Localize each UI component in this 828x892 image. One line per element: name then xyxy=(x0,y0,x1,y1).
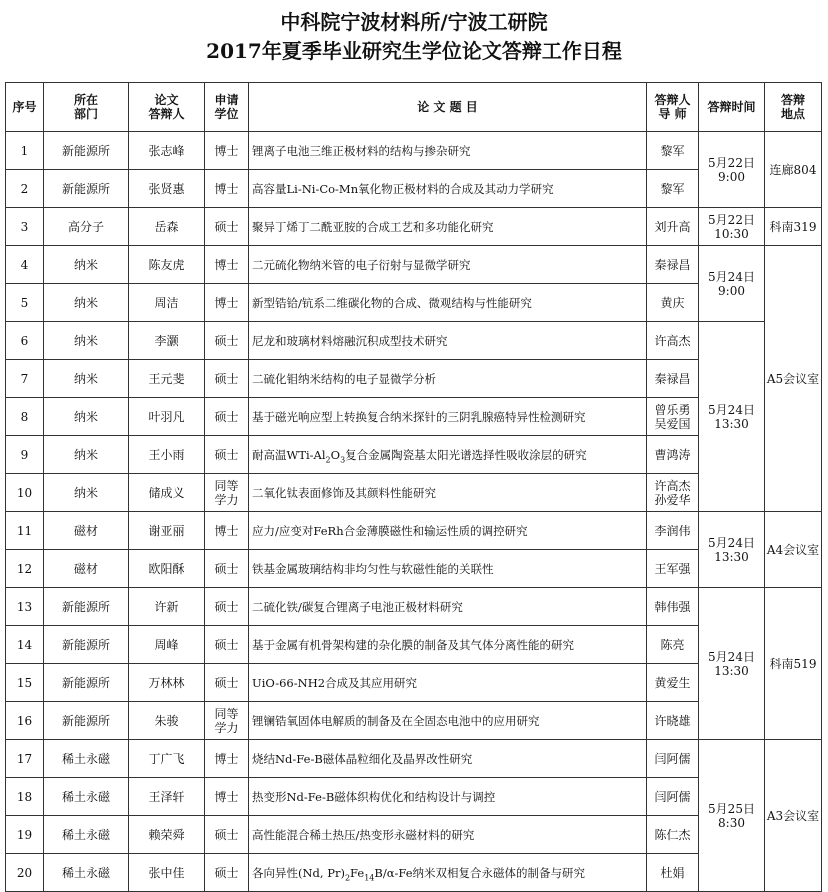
cell-degree: 博士 xyxy=(205,740,249,778)
cell-topic: 高性能混合稀土热压/热变形永磁材料的研究 xyxy=(249,816,647,854)
cell-student: 万林林 xyxy=(129,664,205,702)
cell-no: 17 xyxy=(6,740,44,778)
cell-no: 1 xyxy=(6,132,44,170)
cell-time: 5月24日 13:30 xyxy=(699,512,765,588)
cell-topic: 新型锆铪/钪系二维碳化物的合成、微观结构与性能研究 xyxy=(249,284,647,322)
defense-schedule-table xyxy=(5,82,822,892)
cell-dept: 纳米 xyxy=(44,322,129,360)
cell-topic: 热变形Nd-Fe-B磁体织构优化和结构设计与调控 xyxy=(249,778,647,816)
table-row xyxy=(6,246,822,284)
table-row xyxy=(6,740,822,778)
cell-dept: 新能源所 xyxy=(44,664,129,702)
cell-student: 谢亚丽 xyxy=(129,512,205,550)
cell-time: 5月24日 13:30 xyxy=(699,322,765,512)
cell-advisor: 杜娟 xyxy=(647,854,699,892)
cell-student: 李灏 xyxy=(129,322,205,360)
cell-time: 5月22日 9:00 xyxy=(699,132,765,208)
cell-topic: 铁基金属玻璃结构非均匀性与软磁性能的关联性 xyxy=(249,550,647,588)
cell-student: 王小雨 xyxy=(129,436,205,474)
cell-topic: UiO-66-NH2合成及其应用研究 xyxy=(249,664,647,702)
cell-advisor: 黄爱生 xyxy=(647,664,699,702)
cell-student: 张中佳 xyxy=(129,854,205,892)
header-dept: 所在 部门 xyxy=(44,83,129,132)
cell-degree: 同等 学力 xyxy=(205,702,249,740)
cell-topic: 二硫化钼纳米结构的电子显微学分析 xyxy=(249,360,647,398)
cell-student: 欧阳酥 xyxy=(129,550,205,588)
table-row xyxy=(6,132,822,170)
cell-degree: 硕士 xyxy=(205,360,249,398)
cell-topic: 基于金属有机骨架构建的杂化膜的制备及其气体分离性能的研究 xyxy=(249,626,647,664)
cell-dept: 稀土永磁 xyxy=(44,854,129,892)
cell-no: 8 xyxy=(6,398,44,436)
cell-topic: 高容量Li-Ni-Co-Mn氧化物正极材料的合成及其动力学研究 xyxy=(249,170,647,208)
cell-no: 20 xyxy=(6,854,44,892)
cell-no: 11 xyxy=(6,512,44,550)
cell-time: 5月24日 9:00 xyxy=(699,246,765,322)
cell-time: 5月22日 10:30 xyxy=(699,208,765,246)
cell-advisor: 刘升高 xyxy=(647,208,699,246)
header-no: 序号 xyxy=(6,83,44,132)
cell-no: 3 xyxy=(6,208,44,246)
cell-dept: 高分子 xyxy=(44,208,129,246)
cell-place: A5会议室 xyxy=(765,246,822,512)
header-student: 论文 答辩人 xyxy=(129,83,205,132)
cell-dept: 新能源所 xyxy=(44,626,129,664)
cell-advisor: 李润伟 xyxy=(647,512,699,550)
cell-degree: 博士 xyxy=(205,170,249,208)
cell-topic: 耐高温WTi-$Al_2O_3$复合金属陶瓷基太阳光谱选择性吸收涂层的研究 xyxy=(249,436,647,474)
cell-no: 5 xyxy=(6,284,44,322)
cell-place: A4会议室 xyxy=(765,512,822,588)
cell-dept: 磁材 xyxy=(44,512,129,550)
cell-no: 10 xyxy=(6,474,44,512)
cell-advisor: 曹鸿涛 xyxy=(647,436,699,474)
cell-degree: 硕士 xyxy=(205,664,249,702)
cell-dept: 稀土永磁 xyxy=(44,778,129,816)
cell-degree: 硕士 xyxy=(205,550,249,588)
cell-degree: 硕士 xyxy=(205,398,249,436)
cell-student: 许新 xyxy=(129,588,205,626)
cell-student: 储成义 xyxy=(129,474,205,512)
cell-no: 15 xyxy=(6,664,44,702)
table-row xyxy=(6,588,822,626)
cell-no: 18 xyxy=(6,778,44,816)
cell-advisor: 许高杰 xyxy=(647,322,699,360)
cell-degree: 硕士 xyxy=(205,816,249,854)
cell-degree: 硕士 xyxy=(205,436,249,474)
cell-no: 6 xyxy=(6,322,44,360)
cell-topic: 锂离子电池三维正极材料的结构与掺杂研究 xyxy=(249,132,647,170)
cell-advisor: 秦禄昌 xyxy=(647,246,699,284)
cell-student: 周峰 xyxy=(129,626,205,664)
cell-place: A3会议室 xyxy=(765,740,822,892)
cell-dept: 纳米 xyxy=(44,284,129,322)
cell-student: 王泽轩 xyxy=(129,778,205,816)
cell-student: 岳森 xyxy=(129,208,205,246)
cell-degree: 硕士 xyxy=(205,854,249,892)
cell-topic: 聚异丁烯丁二酰亚胺的合成工艺和多功能化研究 xyxy=(249,208,647,246)
cell-place: 科南319 xyxy=(765,208,822,246)
cell-advisor: 韩伟强 xyxy=(647,588,699,626)
cell-no: 13 xyxy=(6,588,44,626)
cell-advisor: 陈仁杰 xyxy=(647,816,699,854)
cell-time: 5月25日 8:30 xyxy=(699,740,765,892)
cell-advisor: 许晓雄 xyxy=(647,702,699,740)
cell-dept: 稀土永磁 xyxy=(44,740,129,778)
cell-advisor: 黎军 xyxy=(647,170,699,208)
cell-no: 7 xyxy=(6,360,44,398)
cell-dept: 磁材 xyxy=(44,550,129,588)
cell-student: 陈友虎 xyxy=(129,246,205,284)
cell-topic: 应力/应变对FeRh合金薄膜磁性和输运性质的调控研究 xyxy=(249,512,647,550)
cell-topic: 二硫化铁/碳复合锂离子电池正极材料研究 xyxy=(249,588,647,626)
cell-topic: 锂镧锆氧固体电解质的制备及在全固态电池中的应用研究 xyxy=(249,702,647,740)
cell-degree: 博士 xyxy=(205,284,249,322)
cell-topic: 二氧化钛表面修饰及其颜料性能研究 xyxy=(249,474,647,512)
cell-dept: 纳米 xyxy=(44,398,129,436)
cell-no: 9 xyxy=(6,436,44,474)
header-degree: 申请 学位 xyxy=(205,83,249,132)
cell-degree: 同等 学力 xyxy=(205,474,249,512)
cell-student: 王元斐 xyxy=(129,360,205,398)
cell-no: 19 xyxy=(6,816,44,854)
cell-dept: 新能源所 xyxy=(44,170,129,208)
cell-degree: 博士 xyxy=(205,512,249,550)
cell-advisor: 黄庆 xyxy=(647,284,699,322)
cell-place: 科南519 xyxy=(765,588,822,740)
cell-advisor: 王军强 xyxy=(647,550,699,588)
header-advisor: 答辩人 导 师 xyxy=(647,83,699,132)
header-time: 答辩时间 xyxy=(699,83,765,132)
cell-student: 朱骏 xyxy=(129,702,205,740)
cell-dept: 稀土永磁 xyxy=(44,816,129,854)
cell-no: 4 xyxy=(6,246,44,284)
cell-no: 16 xyxy=(6,702,44,740)
table-row xyxy=(6,512,822,550)
cell-no: 2 xyxy=(6,170,44,208)
document-title-line1: 中科院宁波材料所/宁波工研院 xyxy=(280,10,548,34)
cell-time: 5月24日 13:30 xyxy=(699,588,765,740)
cell-degree: 博士 xyxy=(205,132,249,170)
cell-dept: 新能源所 xyxy=(44,132,129,170)
cell-student: 张贤惠 xyxy=(129,170,205,208)
cell-topic: 二元硫化物纳米管的电子衍射与显微学研究 xyxy=(249,246,647,284)
cell-student: 周洁 xyxy=(129,284,205,322)
cell-advisor: 许高杰 孙爱华 xyxy=(647,474,699,512)
table-row xyxy=(6,208,822,246)
cell-no: 12 xyxy=(6,550,44,588)
cell-degree: 硕士 xyxy=(205,208,249,246)
cell-topic: 烧结Nd-Fe-B磁体晶粒细化及晶界改性研究 xyxy=(249,740,647,778)
cell-degree: 博士 xyxy=(205,778,249,816)
cell-student: 叶羽凡 xyxy=(129,398,205,436)
cell-student: 赖荣舜 xyxy=(129,816,205,854)
cell-student: 丁广飞 xyxy=(129,740,205,778)
cell-topic: 基于磁光响应型上转换复合纳米探针的三阴乳腺癌特异性检测研究 xyxy=(249,398,647,436)
cell-dept: 新能源所 xyxy=(44,702,129,740)
cell-advisor: 曾乐勇 吴爱国 xyxy=(647,398,699,436)
cell-place: 连廊804 xyxy=(765,132,822,208)
cell-degree: 硕士 xyxy=(205,626,249,664)
cell-dept: 纳米 xyxy=(44,436,129,474)
cell-no: 14 xyxy=(6,626,44,664)
cell-dept: 新能源所 xyxy=(44,588,129,626)
cell-topic: 各向异性(Nd, $Pr)_2Fe_{14}B/\alpha-Fe$纳米双相复合永磁体的制备与研究 xyxy=(249,854,647,892)
cell-advisor: 秦禄昌 xyxy=(647,360,699,398)
cell-advisor: 闫阿儒 xyxy=(647,778,699,816)
cell-advisor: 闫阿儒 xyxy=(647,740,699,778)
cell-topic: 尼龙和玻璃材料熔融沉积成型技术研究 xyxy=(249,322,647,360)
cell-student: 张志峰 xyxy=(129,132,205,170)
document-title-line2: 2017年夏季毕业研究生学位论文答辩工作日程 xyxy=(206,39,622,63)
header-row xyxy=(6,83,822,132)
header-topic: 论 文 题 目 xyxy=(249,83,647,132)
header-place: 答辩 地点 xyxy=(765,83,822,132)
cell-degree: 硕士 xyxy=(205,322,249,360)
cell-degree: 博士 xyxy=(205,246,249,284)
cell-advisor: 黎军 xyxy=(647,132,699,170)
cell-advisor: 陈亮 xyxy=(647,626,699,664)
cell-dept: 纳米 xyxy=(44,246,129,284)
table-row xyxy=(6,322,822,360)
cell-dept: 纳米 xyxy=(44,474,129,512)
cell-degree: 硕士 xyxy=(205,588,249,626)
cell-dept: 纳米 xyxy=(44,360,129,398)
